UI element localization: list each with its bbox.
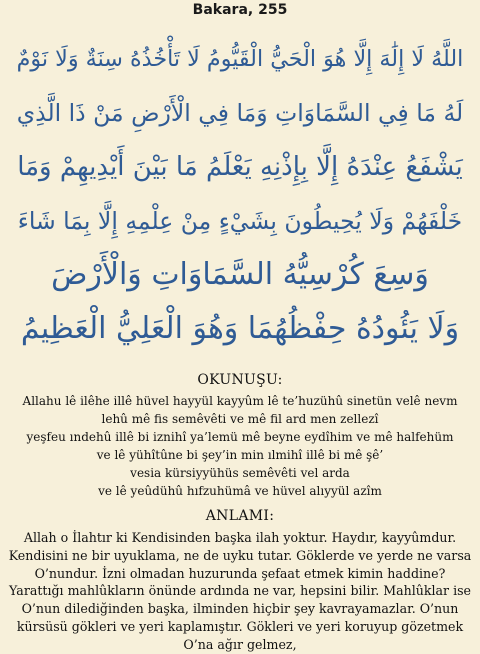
- transliteration-line: ve lê yeûdühû hıfzuhümâ ve hüvel alıyyül azîm: [98, 484, 382, 498]
- meaning-line: O’nun dilediğinden başka, ilminden hiçbir şey kavrayamazlar. O’nun: [21, 601, 459, 617]
- arabic-line: لَهُ مَا فِي السَّمَاوَاتِ وَمَا فِي الْأَرْضِ مَنْ ذَا الَّذِي: [16, 99, 464, 127]
- meaning-line: O’nundur. İzni olmadan huzurunda şefaat etmek kimin haddine?: [34, 565, 446, 581]
- transliteration-line: yeşfeu ındehû illê bi iznihî ya’lemü mê beyne eydîhim ve mê halfehüm: [26, 430, 454, 444]
- okunusu-heading: OKUNUŞU:: [197, 372, 283, 388]
- arabic-line: وَسِعَ كُرْسِيُّهُ السَّمَاوَاتِ وَالْأَرْضَ: [51, 257, 429, 292]
- page-title: Bakara, 255: [192, 2, 288, 18]
- transliteration-line: Allahu lê ilêhe illê hüvel hayyül kayyûm lê te’huzühû sinetün velê nevm: [22, 394, 458, 408]
- transliteration-line: vesia kürsiyyühüs semêvêti vel arda: [130, 466, 350, 480]
- arabic-line: اللَّهُ لَا إِلَٰهَ إِلَّا هُوَ الْحَيُّ الْقَيُّومُ لَا تَأْخُذُهُ سِنَةٌ وَلَا نَوْمٌ: [16, 46, 464, 72]
- transliteration-line: ve lê yühîtûne bi şey’in min ılmihî illê bi mê şê’: [96, 448, 384, 462]
- arabic-line: خَلْفَهُمْ وَلَا يُحِيطُونَ بِشَيْءٍ مِنْ عِلْمِهِ إِلَّا بِمَا شَاءَ: [17, 207, 463, 235]
- anlami-heading: ANLAMI:: [205, 508, 275, 524]
- arabic-verse: [14, 32, 466, 356]
- meaning-line: O’na ağır gelmez,: [183, 636, 297, 652]
- transliteration-line: lehû mê fis semêvêti ve mê fil ard men zellezî: [101, 412, 379, 426]
- meaning-line: Yarattığı mahlûkların önünde ardında ne var, hepsini bilir. Mahlûklar ise: [8, 583, 472, 599]
- meaning-line: kürsüsü gökleri ve yeri kaplamıştır. Gökleri ve yeri koruyup gözetmek: [16, 618, 464, 634]
- meaning-line: Kendisini ne bir uyuklama, ne de uyku tutar. Göklerde ve yerde ne varsa: [8, 547, 472, 563]
- arabic-line: وَلَا يَئُودُهُ حِفْظُهُمَا وَهُوَ الْعَلِيُّ الْعَظِيمُ: [20, 311, 460, 346]
- meaning-text: [0, 529, 480, 654]
- transliteration: [0, 392, 480, 500]
- meaning-line: Allah o İlahtır ki Kendisinden başka ilah yoktur. Haydır, kayyûmdur.: [23, 530, 457, 545]
- arabic-line: يَشْفَعُ عِنْدَهُ إِلَّا بِإِذْنِهِ يَعْلَمُ مَا بَيْنَ أَيْدِيهِمْ وَمَا: [17, 152, 463, 182]
